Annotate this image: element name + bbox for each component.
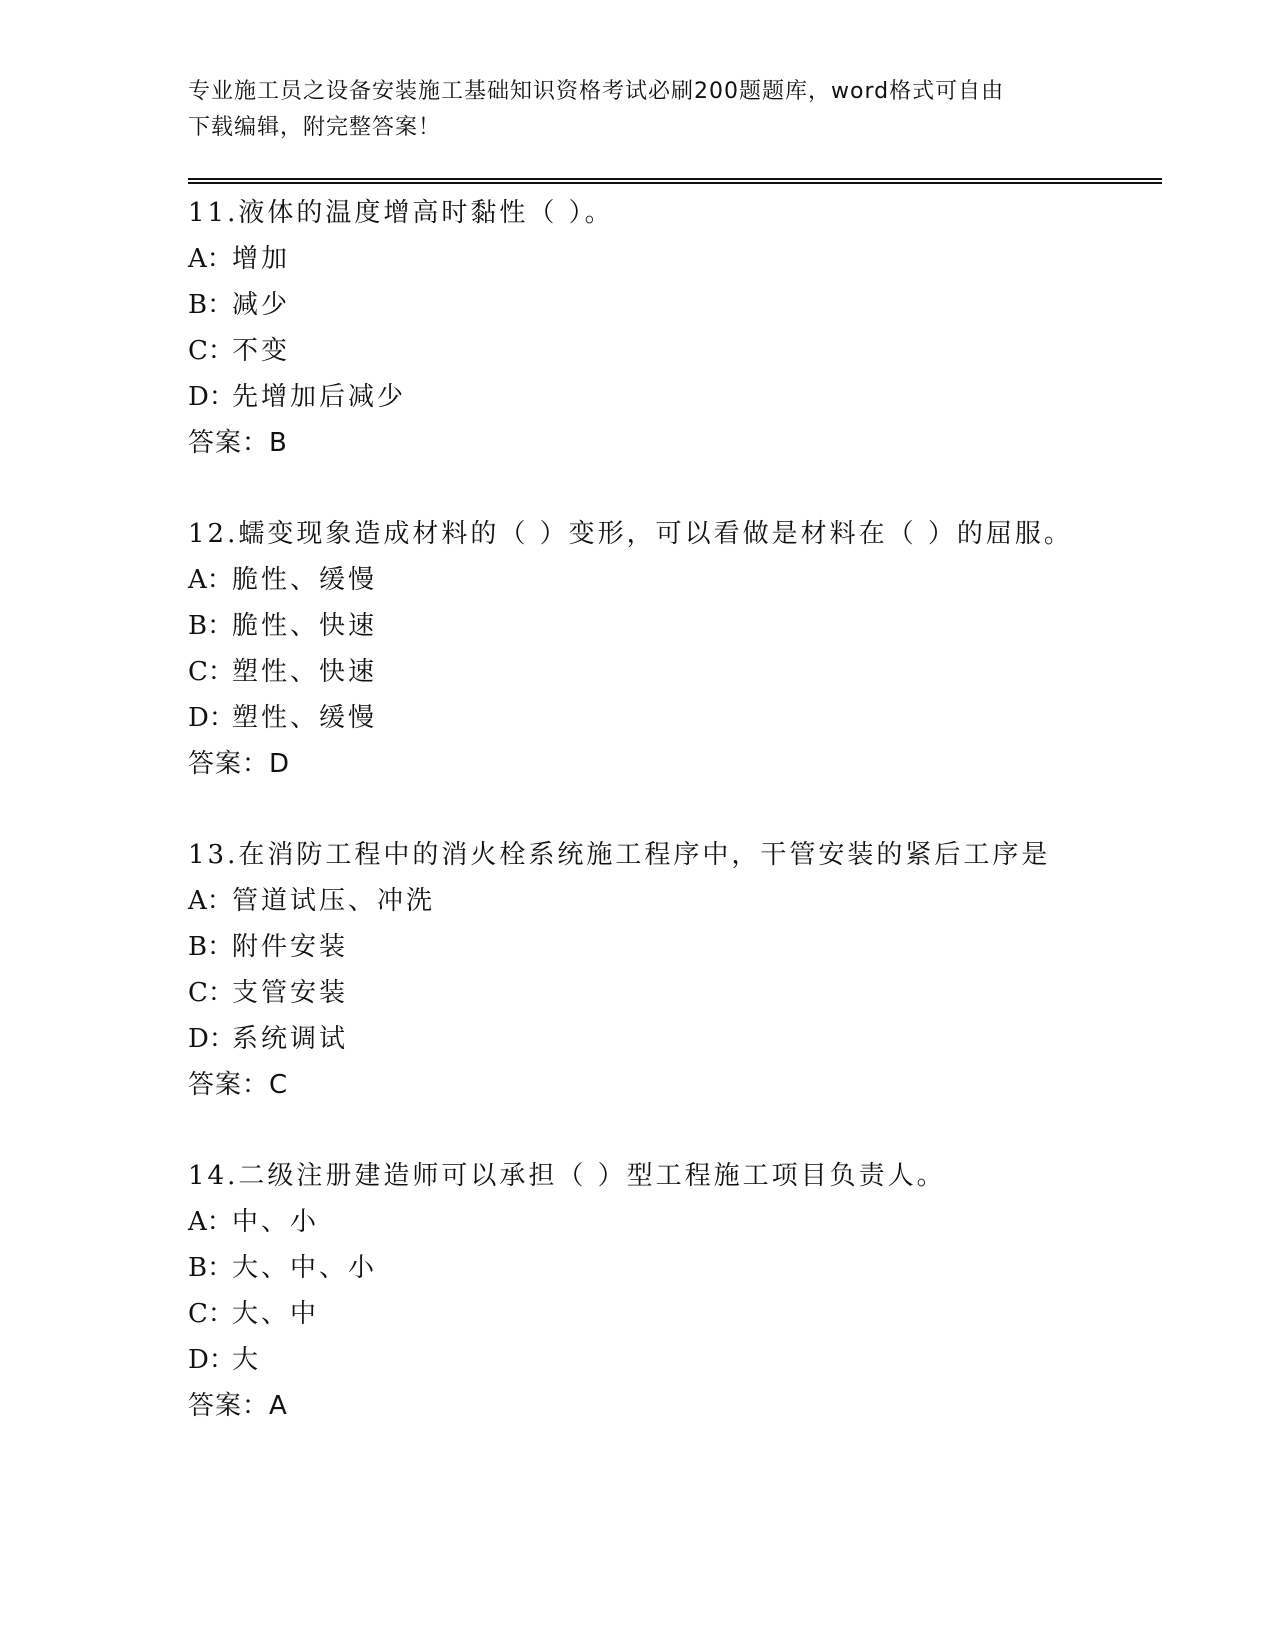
option-c xyxy=(188,1291,1162,1337)
option-b xyxy=(188,282,1162,328)
option-letter: B： xyxy=(188,1253,234,1283)
option-text: 附件安装 xyxy=(232,932,349,962)
option-text: 脆性、缓慢 xyxy=(232,565,378,595)
header-divider xyxy=(188,178,1162,184)
header-line-1: 专业施工员之设备安装施工基础知识资格考试必刷200题题库，word格式可自由 xyxy=(188,79,1005,104)
header-line-2: 下载编辑，附完整答案！ xyxy=(188,115,442,140)
question-12 xyxy=(188,511,1162,787)
option-text: 脆性、快速 xyxy=(232,611,378,641)
question-11 xyxy=(188,190,1162,466)
option-text: 减少 xyxy=(232,290,291,320)
option-letter: D： xyxy=(188,1345,235,1375)
question-14 xyxy=(188,1153,1162,1429)
option-letter: B： xyxy=(188,932,234,962)
option-letter: A： xyxy=(188,565,233,595)
option-d xyxy=(188,374,1162,420)
option-d xyxy=(188,1337,1162,1383)
option-text: 管道试压、冲洗 xyxy=(232,886,436,916)
option-letter: D： xyxy=(188,382,235,412)
option-letter: A： xyxy=(188,244,233,274)
answer-line: 答案：A xyxy=(188,1391,288,1421)
answer-line: 答案：C xyxy=(188,1070,289,1100)
option-b xyxy=(188,603,1162,649)
option-letter: C： xyxy=(188,657,234,687)
option-c xyxy=(188,649,1162,695)
option-text: 塑性、缓慢 xyxy=(232,703,378,733)
option-text: 大 xyxy=(232,1345,262,1375)
option-text: 先增加后减少 xyxy=(232,382,407,412)
question-stem: 14.二级注册建造师可以承担（ ）型工程施工项目负责人。 xyxy=(188,1161,946,1191)
option-text: 增加 xyxy=(232,244,291,274)
question-stem: 12.蠕变现象造成材料的（ ）变形，可以看做是材料在（ ）的屈服。 xyxy=(188,519,1073,549)
question-list xyxy=(188,190,1162,1474)
option-a xyxy=(188,1199,1162,1245)
option-text: 不变 xyxy=(232,336,291,366)
option-letter: C： xyxy=(188,336,234,366)
option-b xyxy=(188,924,1162,970)
question-stem: 13.在消防工程中的消火栓系统施工程序中，干管安装的紧后工序是 xyxy=(188,840,1051,870)
option-a xyxy=(188,557,1162,603)
option-letter: C： xyxy=(188,1299,234,1329)
option-text: 中、小 xyxy=(232,1207,320,1237)
option-a xyxy=(188,236,1162,282)
answer-line: 答案：B xyxy=(188,428,288,458)
option-text: 支管安装 xyxy=(232,978,349,1008)
option-letter: B： xyxy=(188,611,234,641)
document-header xyxy=(188,74,1088,146)
option-text: 系统调试 xyxy=(232,1024,349,1054)
option-b xyxy=(188,1245,1162,1291)
option-c xyxy=(188,970,1162,1016)
question-stem: 11.液体的温度增高时黏性（ ）。 xyxy=(188,198,614,228)
option-letter: A： xyxy=(188,886,233,916)
option-text: 大、中、小 xyxy=(232,1253,378,1283)
answer-line: 答案：D xyxy=(188,749,291,779)
option-letter: B： xyxy=(188,290,234,320)
question-13 xyxy=(188,832,1162,1108)
option-text: 塑性、快速 xyxy=(232,657,378,687)
option-letter: A： xyxy=(188,1207,233,1237)
option-a xyxy=(188,878,1162,924)
option-letter: C： xyxy=(188,978,234,1008)
option-letter: D： xyxy=(188,703,235,733)
option-c xyxy=(188,328,1162,374)
option-d xyxy=(188,695,1162,741)
option-text: 大、中 xyxy=(232,1299,320,1329)
option-d xyxy=(188,1016,1162,1062)
option-letter: D： xyxy=(188,1024,235,1054)
